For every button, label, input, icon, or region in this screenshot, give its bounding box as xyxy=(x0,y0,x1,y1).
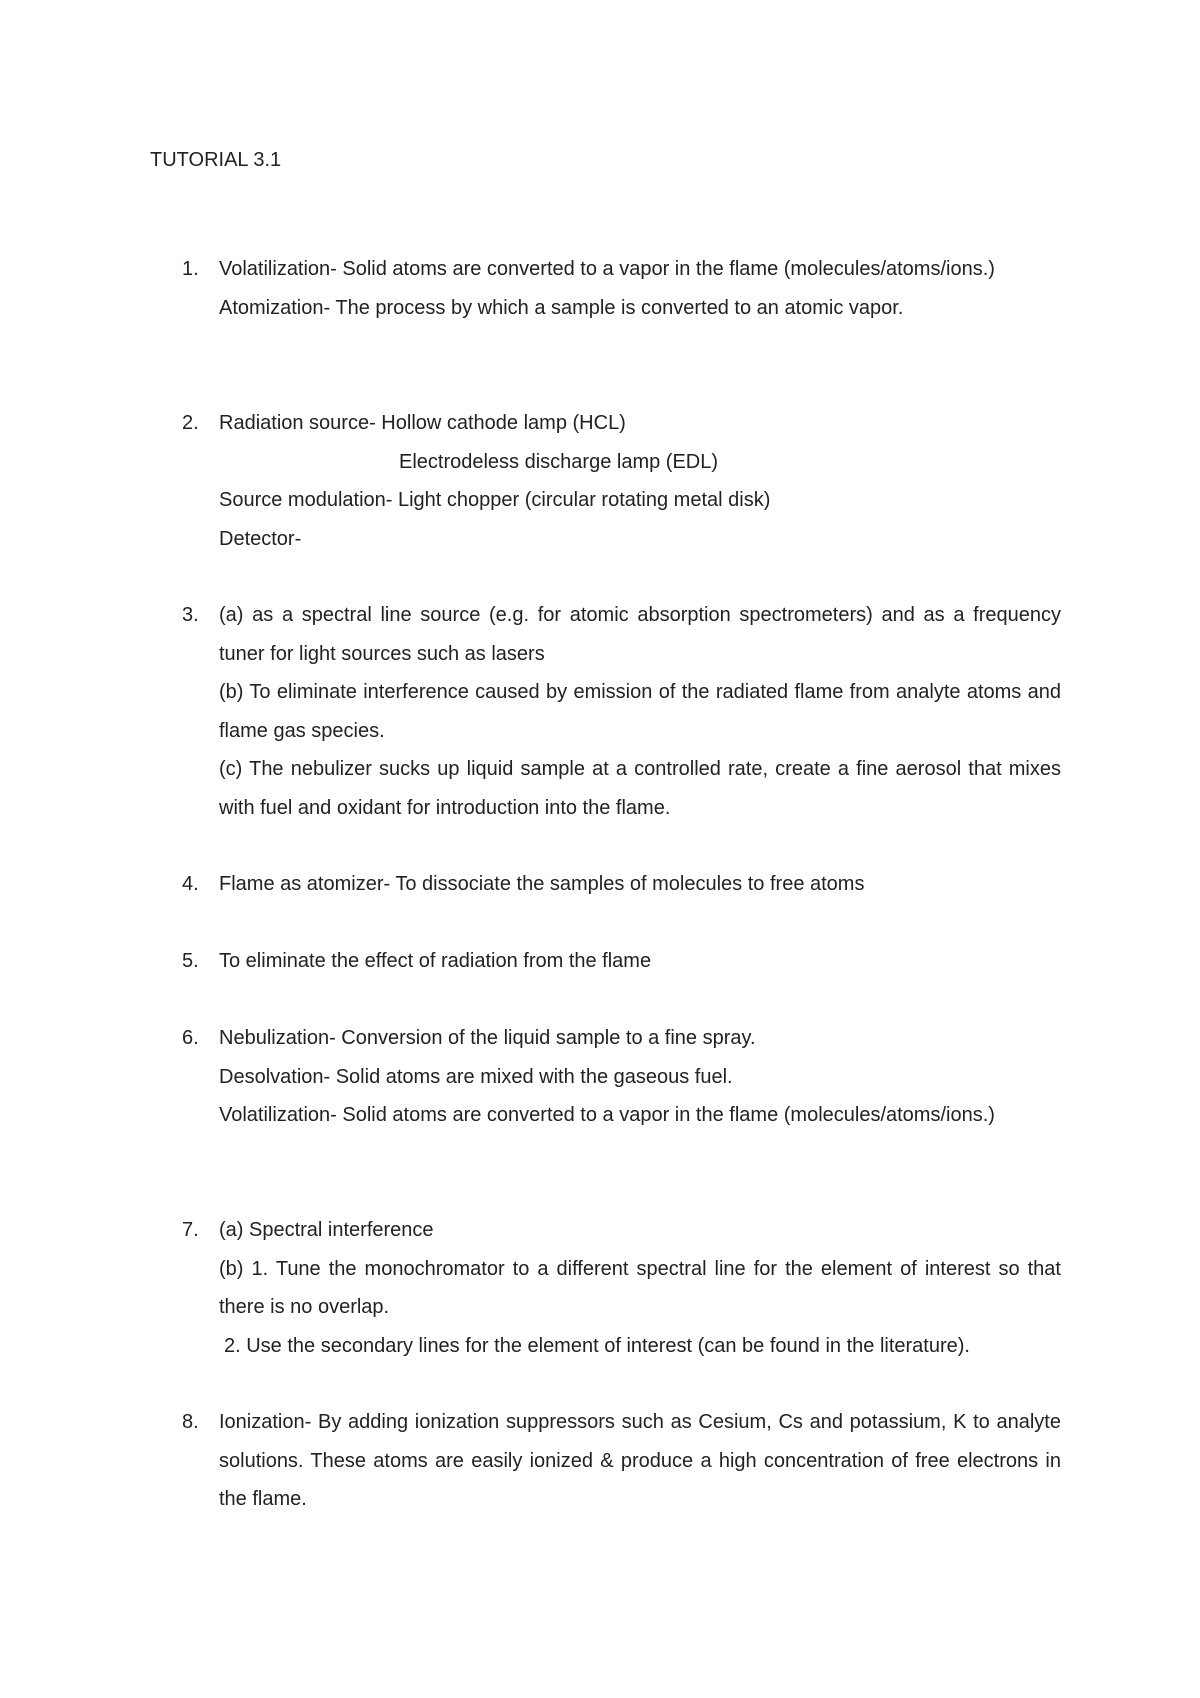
paragraph: (a) as a spectral line source (e.g. for atomic absorption spectrometers) and as a frequency tuner for light sources such as lasers xyxy=(219,604,1061,665)
document-title: TUTORIAL 3.1 xyxy=(150,149,282,171)
list-item-number: 1. xyxy=(182,258,199,280)
paragraph: Flame as atomizer- To dissociate the samples of molecules to free atoms xyxy=(219,873,865,895)
list-item-number: 4. xyxy=(182,873,199,895)
list-item-number: 7. xyxy=(182,1219,199,1241)
paragraph: Volatilization- Solid atoms are converted to a vapor in the flame (molecules/atoms/ions.) xyxy=(219,1104,995,1126)
paragraph: (c) The nebulizer sucks up liquid sample at a controlled rate, create a fine aerosol that mixes with fuel and oxidant for introduction into the flame. xyxy=(219,758,1061,819)
list-item-number: 6. xyxy=(182,1027,199,1049)
paragraph: Electrodeless discharge lamp (EDL) xyxy=(399,450,719,473)
paragraph: Ionization- By adding ionization suppressors such as Cesium, Cs and potassium, K to analyte solutions. These atoms are easily ionized & produce a high concentration of free electrons in the flame. xyxy=(219,1411,1061,1510)
paragraph: To eliminate the effect of radiation from the flame xyxy=(219,950,652,972)
paragraph: 2. Use the secondary lines for the element of interest (can be found in the literature). xyxy=(224,1334,970,1357)
paragraph: Detector- xyxy=(219,527,302,550)
paragraph: Nebulization- Conversion of the liquid sample to a fine spray. xyxy=(219,1027,756,1049)
paragraph: Source modulation- Light chopper (circular rotating metal disk) xyxy=(219,489,771,511)
list-item-number: 3. xyxy=(182,604,199,626)
paragraph: Atomization- The process by which a sample is converted to an atomic vapor. xyxy=(219,296,904,319)
paragraph: (a) Spectral interference xyxy=(219,1219,434,1241)
paragraph: Volatilization- Solid atoms are converted to a vapor in the flame (molecules/atoms/ions.) xyxy=(219,258,995,280)
paragraph: (b) 1. Tune the monochromator to a different spectral line for the element of interest so that there is no overlap. xyxy=(219,1257,1078,1318)
list-item-number: 2. xyxy=(182,412,199,434)
paragraph: (b) To eliminate interference caused by emission of the radiated flame from analyte atoms and flame gas species. xyxy=(219,681,1061,742)
paragraph: Desolvation- Solid atoms are mixed with the gaseous fuel. xyxy=(219,1065,733,1088)
paragraph: Radiation source- Hollow cathode lamp (HCL) xyxy=(219,412,626,434)
list-item-number: 8. xyxy=(182,1411,199,1433)
list-item-number: 5. xyxy=(182,950,199,972)
